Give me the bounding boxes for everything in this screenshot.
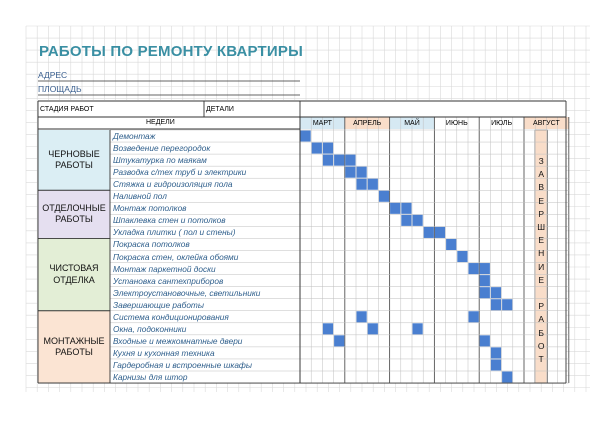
gantt-bar	[401, 203, 411, 214]
month-header: МАЙ	[404, 119, 420, 127]
gantt-bar	[345, 155, 355, 166]
task-name: Кухня и кухонная техника	[113, 347, 215, 358]
task-name: Установка сантехприборов	[113, 275, 224, 286]
stage-label-line: ОТДЕЛКА	[53, 274, 95, 285]
completion-letter: Н	[538, 248, 545, 259]
task-name: Наливной пол	[113, 191, 167, 202]
completion-letter: А	[538, 314, 544, 325]
completion-letter: Е	[538, 235, 544, 246]
gantt-bar	[345, 167, 355, 178]
completion-letter: О	[537, 340, 545, 351]
task-name: Покраска потолков	[113, 239, 190, 250]
completion-letter: Е	[538, 274, 544, 285]
gantt-bar	[480, 263, 490, 274]
gantt-bar	[491, 299, 501, 310]
completion-letter: Р	[538, 301, 544, 312]
task-name: Завершающие работы	[113, 299, 204, 310]
completion-letter: З	[538, 156, 544, 166]
stage-label-line: МОНТАЖНЫЕ	[43, 335, 105, 346]
completion-letter: И	[538, 261, 545, 272]
gantt-bar	[480, 335, 490, 346]
gantt-bar	[334, 335, 344, 346]
gantt-bar	[323, 323, 333, 334]
gantt-bar	[357, 179, 367, 190]
task-name: Электроустановочные, светильники	[113, 287, 261, 298]
gantt-bar	[424, 227, 434, 238]
gantt-bar	[390, 203, 400, 214]
task-name: Окна, подоконники	[113, 323, 187, 334]
gantt-bar	[323, 155, 333, 166]
gantt-bar	[301, 131, 311, 142]
completion-letter: Ш	[537, 222, 546, 232]
gantt-bar	[491, 359, 501, 370]
stage-label	[38, 130, 110, 190]
gantt-bar	[368, 323, 378, 334]
month-header: МАРТ	[312, 119, 332, 127]
gantt-bar	[368, 179, 378, 190]
gantt-bar	[413, 323, 423, 334]
month-header: ИЮЛЬ	[491, 119, 513, 127]
stage-label-line: ЧИСТОВАЯ	[49, 263, 99, 274]
gantt-bar	[491, 347, 501, 358]
completion-letter: Б	[538, 327, 544, 338]
task-name: Шпаклевка стен и потолков	[113, 215, 226, 226]
gantt-bar	[446, 239, 456, 250]
task-name: Монтаж паркетной доски	[113, 263, 216, 274]
stage-label	[38, 190, 110, 238]
stage-column-header: СТАДИЯ РАБОТ	[40, 106, 94, 113]
task-name: Карнизы для штор	[113, 372, 188, 382]
gantt-bar	[480, 287, 490, 298]
stage-label-line: ЧЕРНОВЫЕ	[48, 148, 100, 159]
completion-letter: В	[538, 182, 544, 193]
gantt-bar	[480, 275, 490, 286]
gantt-bar	[469, 263, 479, 274]
gantt-bar	[491, 287, 501, 298]
task-name: Укладка плитки ( пол и стены)	[113, 227, 236, 238]
task-name: Разводка с/тех труб и электрики	[113, 167, 247, 178]
stage-label-line: РАБОТЫ	[55, 160, 93, 171]
gantt-bar	[435, 227, 445, 238]
completion-letter: Р	[538, 208, 544, 219]
gantt-bar	[502, 372, 512, 383]
area-label: ПЛОЩАДЬ	[38, 84, 82, 94]
gantt-bar	[457, 251, 467, 262]
month-header: АВГУСТ	[533, 119, 560, 127]
stage-label-line: РАБОТЫ	[55, 214, 93, 225]
task-name: Штукатурка по маякам	[113, 155, 207, 166]
stage-label-line: РАБОТЫ	[55, 346, 93, 357]
stage-label	[38, 238, 110, 310]
task-name: Стяжка и гидроизоляция пола	[113, 179, 233, 190]
gantt-bar	[469, 311, 479, 322]
month-header: АПРЕЛЬ	[353, 119, 382, 127]
gantt-bar	[379, 191, 389, 202]
gantt-bar	[502, 299, 512, 310]
task-name: Гардеробная и встроенные шкафы	[113, 359, 252, 370]
completion-letter: Е	[538, 195, 544, 206]
sheet-title: РАБОТЫ ПО РЕМОНТУ КВАРТИРЫ	[39, 43, 303, 60]
gantt-bar	[401, 215, 411, 226]
stage-label-line: ОТДЕЛОЧНЫЕ	[42, 203, 106, 214]
gantt-bar	[413, 215, 423, 226]
completion-letter: Т	[538, 354, 544, 364]
completion-letter: А	[538, 169, 544, 180]
gantt-bar	[334, 155, 344, 166]
task-name: Демонтаж	[113, 131, 156, 141]
task-name: Покраска стен, оклейка обоями	[113, 251, 239, 262]
gantt-bar	[312, 143, 322, 154]
task-name: Монтаж потолков	[113, 203, 187, 214]
task-name: Входные и межкомнатные двери	[113, 335, 243, 346]
address-label: АДРЕС	[38, 70, 68, 80]
task-name: Возведение перегородок	[113, 143, 211, 154]
weeks-header: НЕДЕЛИ	[146, 119, 175, 126]
task-name: Система кондиционирования	[113, 311, 229, 322]
gantt-bar	[357, 167, 367, 178]
month-header: ИЮНЬ	[445, 119, 468, 127]
stage-label	[38, 311, 110, 383]
details-column-header: ДЕТАЛИ	[206, 106, 234, 113]
gantt-bar	[357, 311, 367, 322]
gantt-bar	[323, 143, 333, 154]
